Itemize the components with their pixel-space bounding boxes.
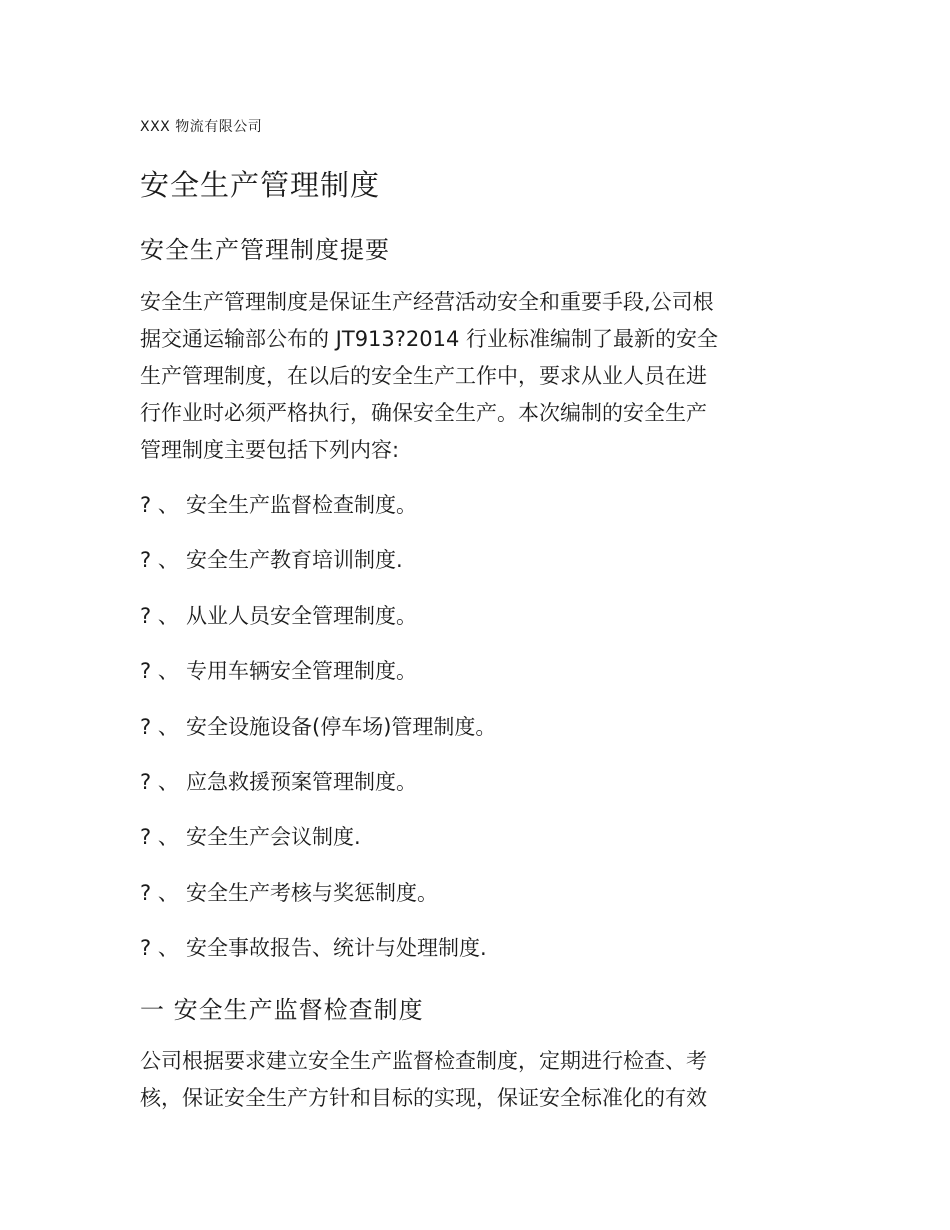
list-item xyxy=(140,933,496,988)
section-1-heading: 一 安全生产监督检查制度 xyxy=(140,996,424,1024)
list-item-text: 安全生产考核与奖惩制度。 xyxy=(186,880,438,905)
list-marker: ? 、 xyxy=(140,548,179,573)
list-item xyxy=(140,822,496,877)
list-item xyxy=(140,545,496,600)
section-1-line: 公司根据要求建立安全生产监督检查制度，定期进行检查、考 xyxy=(140,1049,707,1073)
list-marker: ? 、 xyxy=(140,769,179,794)
list-marker: ? 、 xyxy=(140,880,179,905)
list-item xyxy=(140,656,496,711)
list-marker: ? 、 xyxy=(140,714,179,739)
intro-line: 据交通运输部公布的 JT913?2014 行业标准编制了最新的安全 xyxy=(140,327,719,351)
list-marker: ? 、 xyxy=(140,825,179,850)
list-item-text: 安全生产会议制度. xyxy=(186,825,361,850)
intro-line: 生产管理制度，在以后的安全生产工作中，要求从业人员在进 xyxy=(140,364,707,388)
list-item xyxy=(140,878,496,933)
intro-line: 管理制度主要包括下列内容: xyxy=(140,438,400,462)
intro-paragraph xyxy=(140,284,820,469)
list-item-text: 安全生产监督检查制度。 xyxy=(186,493,417,517)
list-item-text: 安全生产教育培训制度. xyxy=(186,548,403,573)
list-item xyxy=(140,712,496,767)
intro-line: 行作业时必须严格执行，确保安全生产。本次编制的安全生产 xyxy=(140,401,707,425)
list-item xyxy=(140,601,496,656)
list-marker: ? 、 xyxy=(140,603,179,628)
contents-list xyxy=(140,490,496,989)
list-marker: ? 、 xyxy=(140,493,179,517)
list-marker: ? 、 xyxy=(140,936,179,961)
list-item-text: 应急救援预案管理制度。 xyxy=(186,769,417,794)
list-marker: ? 、 xyxy=(140,659,179,684)
list-item-text: 专用车辆安全管理制度。 xyxy=(186,659,417,684)
section-1-line: 核，保证安全生产方针和目标的实现，保证安全标准化的有效 xyxy=(140,1086,707,1110)
intro-line: 安全生产管理制度是保证生产经营活动安全和重要手段,公司根 xyxy=(140,290,714,314)
summary-heading: 安全生产管理制度提要 xyxy=(140,236,390,264)
document-title: 安全生产管理制度 xyxy=(140,168,381,202)
list-item-text: 安全事故报告、统计与处理制度. xyxy=(186,936,487,961)
company-name: XXX 物流有限公司 xyxy=(140,119,263,135)
list-item-text: 安全设施设备(停车场)管理制度。 xyxy=(186,714,497,739)
list-item xyxy=(140,490,496,545)
list-item xyxy=(140,767,496,822)
list-item-text: 从业人员安全管理制度。 xyxy=(186,603,417,628)
section-1-paragraph xyxy=(140,1043,820,1117)
